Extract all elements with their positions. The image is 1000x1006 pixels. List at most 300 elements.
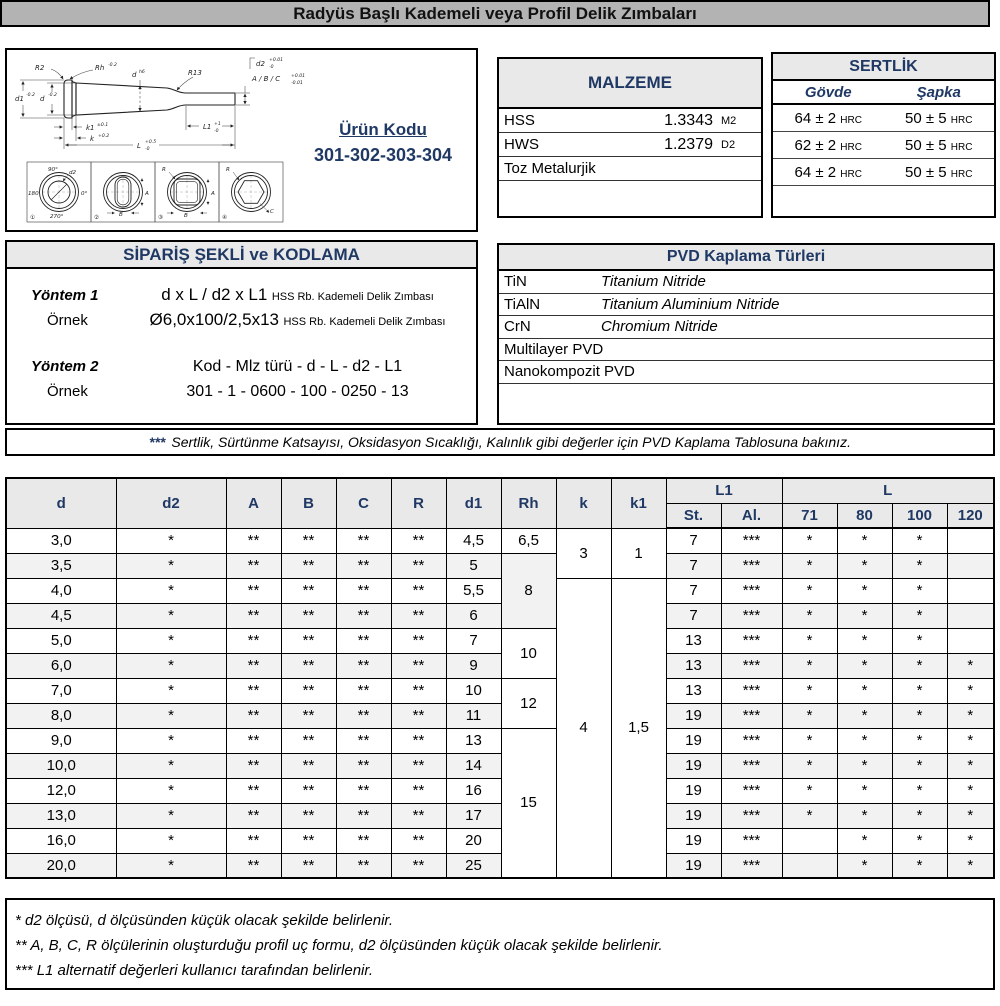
cell-d: 6,0: [6, 653, 116, 678]
cell-k: 4: [556, 578, 611, 878]
cell-d1: 13: [446, 728, 501, 753]
dim-tol-rh: -0.2: [108, 63, 117, 68]
col-header-d1: d1: [446, 478, 501, 528]
cell-d1: 20: [446, 828, 501, 853]
cell-l-71: [782, 853, 837, 878]
cell-r: **: [391, 753, 446, 778]
cell-l1-al: ***: [721, 578, 782, 603]
footnote-text: d2 ölçüsü, d ölçüsünden küçük olacak şekilde belirlenir.: [25, 912, 394, 929]
product-code-block: [297, 120, 469, 166]
cell-b: **: [281, 678, 336, 703]
cell-b: **: [281, 753, 336, 778]
method1-label: Yöntem 1: [31, 287, 99, 304]
cell-l1-st: 19: [666, 778, 721, 803]
hardness-col-body: Gövde: [804, 83, 852, 101]
section3-a: A: [211, 191, 215, 197]
cell-c: **: [336, 803, 391, 828]
cell-a: **: [226, 728, 281, 753]
cell-c: **: [336, 528, 391, 553]
dim-label-k1: k1: [86, 124, 95, 132]
section1-90: 90°: [48, 167, 58, 173]
dim-label-d1: d1: [15, 95, 24, 103]
coating-name: Titanium Aluminium Nitride: [601, 295, 780, 313]
cell-l1-al: ***: [721, 828, 782, 853]
col-header-80: 80: [837, 503, 892, 528]
cell-d2: *: [116, 778, 226, 803]
cell-l-71: *: [782, 603, 837, 628]
cell-a: **: [226, 803, 281, 828]
cell-d: 4,5: [6, 603, 116, 628]
cell-b: **: [281, 653, 336, 678]
cell-k1: 1: [611, 528, 666, 578]
table-row: [6, 853, 994, 878]
cell-l-80: *: [837, 853, 892, 878]
footnote-stars: **: [15, 937, 27, 954]
coating-name: Titanium Nitride: [601, 273, 706, 291]
cell-l-120: *: [947, 828, 994, 853]
col-header-a: A: [226, 478, 281, 528]
section1-0: 0°: [81, 191, 88, 197]
cell-l-80: *: [837, 828, 892, 853]
cell-l-100: *: [892, 653, 947, 678]
cell-l-71: *: [782, 703, 837, 728]
table-row: [499, 361, 993, 384]
cell-d1: 5: [446, 553, 501, 578]
method1-formula: d x L / d2 x L1: [161, 285, 268, 304]
hardness-unit: HRC: [950, 168, 973, 180]
hardness-unit: HRC: [950, 141, 973, 153]
cell-l1-al: ***: [721, 803, 782, 828]
table-row: [499, 294, 993, 317]
cell-a: **: [226, 828, 281, 853]
col-header-r: R: [391, 478, 446, 528]
example1-label: Örnek: [47, 312, 88, 329]
table-body: [6, 528, 994, 878]
cell-l1-st: 13: [666, 628, 721, 653]
cell-l1-st: 19: [666, 728, 721, 753]
cell-d1: 10: [446, 678, 501, 703]
cell-b: **: [281, 578, 336, 603]
col-header-100: 100: [892, 503, 947, 528]
cell-l1-al: ***: [721, 703, 782, 728]
footnote-stars: *: [15, 912, 21, 929]
cell-l-71: *: [782, 528, 837, 553]
cell-d: 12,0: [6, 778, 116, 803]
section4-c: C: [270, 209, 274, 215]
section1-180: 180: [28, 191, 39, 197]
pvd-coatings-table: [497, 243, 995, 425]
footnote-text: L1 alternatif değerleri kullanıcı tarafından belirlenir.: [36, 962, 373, 979]
cell-l1-al: ***: [721, 603, 782, 628]
cell-l-100: *: [892, 853, 947, 878]
cell-r: **: [391, 528, 446, 553]
section2-num: ②: [94, 215, 100, 221]
example2-label: Örnek: [47, 383, 88, 400]
dim-tol-l1-up: +1: [214, 122, 221, 127]
cell-l-80: *: [837, 778, 892, 803]
cell-l1-al: ***: [721, 778, 782, 803]
punch-outline: [64, 80, 235, 118]
material-name: HSS: [504, 112, 535, 129]
cell-l1-al: ***: [721, 528, 782, 553]
cell-k1: 1,5: [611, 578, 666, 878]
dim-tol-l-up: +0.5: [145, 140, 157, 145]
cell-l-100: *: [892, 753, 947, 778]
cell-l1-st: 19: [666, 853, 721, 878]
cell-r: **: [391, 828, 446, 853]
cell-b: **: [281, 803, 336, 828]
dimension-table-wrap: [5, 477, 995, 879]
cell-l1-st: 19: [666, 703, 721, 728]
cell-d: 20,0: [6, 853, 116, 878]
cell-l1-st: 7: [666, 578, 721, 603]
section1-d2: d2: [69, 170, 77, 176]
cell-a: **: [226, 553, 281, 578]
ordering-section: [5, 240, 478, 425]
table-row: [773, 132, 994, 159]
hardness-unit: HRC: [840, 168, 862, 180]
table-row: [6, 628, 994, 653]
cell-l-80: *: [837, 603, 892, 628]
cell-l-120: *: [947, 853, 994, 878]
footnote-stars: ***: [15, 962, 33, 979]
dimension-table: [5, 477, 995, 879]
cell-b: **: [281, 528, 336, 553]
hardness-value: 50 ± 5: [905, 109, 947, 127]
cell-c: **: [336, 628, 391, 653]
footnote: [15, 962, 985, 979]
cell-l-100: *: [892, 803, 947, 828]
material-grade: M2: [721, 114, 737, 127]
cell-l-120: *: [947, 678, 994, 703]
cell-l-100: *: [892, 828, 947, 853]
cell-d1: 5,5: [446, 578, 501, 603]
hardness-col-cap: Şapka: [916, 83, 961, 101]
method1-suffix: HSS Rb. Kademeli Delik Zımbası: [271, 291, 434, 303]
cell-d: 7,0: [6, 678, 116, 703]
cell-rh: 15: [501, 728, 556, 878]
cell-l1-st: 7: [666, 603, 721, 628]
hardness-unit: HRC: [840, 114, 862, 126]
note-stars: ***: [149, 434, 166, 450]
cell-l-120: *: [947, 778, 994, 803]
coating-code: Nanokompozit PVD: [504, 363, 635, 381]
cell-b: **: [281, 553, 336, 578]
col-header-al: Al.: [721, 503, 782, 528]
table-row: [499, 133, 761, 157]
cell-l-100: *: [892, 578, 947, 603]
dim-tol-k: +0.2: [98, 134, 110, 139]
technical-drawing-panel: [5, 48, 478, 232]
hardness-value: 64 ± 2: [794, 109, 837, 127]
cell-l-100: *: [892, 528, 947, 553]
footnote-text: A, B, C, R ölçülerinin oluşturduğu profil uç formu, d2 ölçüsünden küçük olacak şekilde belirlenir.: [30, 937, 663, 954]
material-name: HWS: [504, 136, 539, 153]
cell-a: **: [226, 528, 281, 553]
table-row: [6, 553, 994, 578]
material-name: Toz Metalurjik: [504, 160, 596, 177]
cell-a: **: [226, 578, 281, 603]
cell-l1-st: 7: [666, 528, 721, 553]
cell-l-120: *: [947, 653, 994, 678]
cell-b: **: [281, 603, 336, 628]
cell-c: **: [336, 728, 391, 753]
cell-d: 9,0: [6, 728, 116, 753]
cell-l-71: *: [782, 778, 837, 803]
cell-d2: *: [116, 603, 226, 628]
cell-l1-st: 13: [666, 678, 721, 703]
material-table-title: MALZEME: [499, 59, 761, 109]
cell-l-80: *: [837, 653, 892, 678]
cell-l1-al: ***: [721, 553, 782, 578]
dim-label-abc: A / B / C: [252, 75, 281, 83]
cell-l-120: [947, 603, 994, 628]
page-title: Radyüs Başlı Kademeli veya Profil Delik Zımbaları: [0, 0, 990, 27]
hardness-table-title: SERTLİK: [773, 54, 994, 81]
dim-tol-l1-dn: -0: [214, 129, 219, 134]
cell-d: 5,0: [6, 628, 116, 653]
cell-l-71: *: [782, 553, 837, 578]
cell-d2: *: [116, 853, 226, 878]
ordering-method2: [7, 358, 476, 376]
ordering-method1: [7, 285, 476, 305]
hardness-columns: [773, 81, 994, 105]
hardness-unit: HRC: [840, 141, 862, 153]
col-header-c: C: [336, 478, 391, 528]
cell-d2: *: [116, 528, 226, 553]
footnote: [15, 937, 985, 954]
section1-num: ①: [30, 215, 36, 221]
cell-l-100: *: [892, 703, 947, 728]
table-row: [499, 271, 993, 294]
hardness-value: 50 ± 5: [905, 163, 947, 181]
table-row: [499, 109, 761, 133]
cell-d2: *: [116, 553, 226, 578]
col-header-d: d: [6, 478, 116, 528]
cell-l-120: [947, 628, 994, 653]
cell-c: **: [336, 703, 391, 728]
cell-d1: 16: [446, 778, 501, 803]
dim-tol-abc-dn: -0.01: [291, 81, 303, 86]
col-header-b: B: [281, 478, 336, 528]
cell-c: **: [336, 553, 391, 578]
section4-r: R: [226, 167, 230, 173]
pvd-table-title: PVD Kaplama Türleri: [499, 245, 993, 271]
col-group-l: L: [782, 478, 994, 503]
pvd-note: [5, 428, 995, 456]
section4-num: ④: [222, 215, 228, 221]
cell-rh: 12: [501, 678, 556, 728]
section2-a: A: [145, 191, 149, 197]
cell-r: **: [391, 728, 446, 753]
table-row: [499, 316, 993, 339]
cell-c: **: [336, 828, 391, 853]
dim-tol-d2-up: +0.01: [269, 58, 284, 63]
cell-l-80: *: [837, 703, 892, 728]
cell-b: **: [281, 703, 336, 728]
cell-c: **: [336, 603, 391, 628]
dim-tol-abc-up: +0.01: [291, 74, 306, 79]
table-row: [6, 603, 994, 628]
cell-l-80: *: [837, 803, 892, 828]
footnotes-panel: [5, 898, 995, 990]
dim-label-rh: Rh: [95, 64, 105, 72]
ordering-example1: [7, 310, 476, 330]
example2-value: 301 - 1 - 0600 - 100 - 0250 - 13: [186, 383, 409, 400]
dim-tol-d-top: h6: [139, 70, 145, 75]
cell-b: **: [281, 778, 336, 803]
cell-r: **: [391, 553, 446, 578]
section1-270: 270°: [50, 214, 64, 220]
cell-l-100: *: [892, 628, 947, 653]
dim-tol-l-dn: -0: [145, 147, 150, 152]
dim-label-d2: d2: [256, 60, 265, 68]
cell-l-80: *: [837, 728, 892, 753]
cell-l-71: *: [782, 578, 837, 603]
cell-l-120: [947, 528, 994, 553]
footnote: [15, 912, 985, 929]
cell-l-71: *: [782, 728, 837, 753]
cell-a: **: [226, 703, 281, 728]
col-group-l1: L1: [666, 478, 782, 503]
cell-l-120: [947, 553, 994, 578]
cell-c: **: [336, 578, 391, 603]
section3-num: ③: [158, 215, 164, 221]
dim-label-k: k: [90, 135, 95, 143]
dim-label-r13: R13: [188, 69, 202, 77]
dim-tol-k1: ±0.1: [97, 123, 109, 128]
cell-d1: 6: [446, 603, 501, 628]
cell-d: 3,0: [6, 528, 116, 553]
cross-section-labels: [28, 167, 274, 221]
cell-d1: 17: [446, 803, 501, 828]
cell-l1-st: 19: [666, 753, 721, 778]
col-header-d2: d2: [116, 478, 226, 528]
cell-d2: *: [116, 828, 226, 853]
hardness-value: 64 ± 2: [794, 163, 837, 181]
cell-l1-st: 7: [666, 553, 721, 578]
table-row: [6, 828, 994, 853]
cell-l1-al: ***: [721, 853, 782, 878]
cell-l1-st: 19: [666, 828, 721, 853]
cell-l-120: *: [947, 753, 994, 778]
hardness-value: 50 ± 5: [905, 136, 947, 154]
table-header: [6, 478, 994, 528]
cell-l1-al: ***: [721, 628, 782, 653]
cell-d2: *: [116, 753, 226, 778]
cell-l-80: *: [837, 553, 892, 578]
cell-rh: 10: [501, 628, 556, 678]
cell-d: 13,0: [6, 803, 116, 828]
coating-name: Chromium Nitride: [601, 318, 718, 336]
cell-l-100: *: [892, 603, 947, 628]
hardness-value: 62 ± 2: [794, 136, 837, 154]
table-row: [6, 728, 994, 753]
cell-l1-st: 19: [666, 803, 721, 828]
cell-d1: 14: [446, 753, 501, 778]
cell-d: 8,0: [6, 703, 116, 728]
cell-l1-al: ***: [721, 653, 782, 678]
cell-l-100: *: [892, 553, 947, 578]
col-header-st: St.: [666, 503, 721, 528]
ordering-example2: [7, 383, 476, 401]
cell-b: **: [281, 628, 336, 653]
coating-code: TiN: [504, 273, 527, 291]
cell-l-71: *: [782, 753, 837, 778]
cell-d: 10,0: [6, 753, 116, 778]
hardness-unit: HRC: [950, 114, 973, 126]
cell-d2: *: [116, 578, 226, 603]
cell-l-80: *: [837, 528, 892, 553]
product-code-label: Ürün Kodu: [339, 120, 427, 139]
col-header-120: 120: [947, 503, 994, 528]
cell-r: **: [391, 853, 446, 878]
cell-l1-st: 13: [666, 653, 721, 678]
cell-c: **: [336, 653, 391, 678]
cell-r: **: [391, 778, 446, 803]
cell-r: **: [391, 653, 446, 678]
cell-l-120: *: [947, 803, 994, 828]
cell-d1: 25: [446, 853, 501, 878]
hardness-table: [771, 52, 996, 218]
col-header-k1: k1: [611, 478, 666, 528]
cell-l-80: *: [837, 678, 892, 703]
table-row: [773, 105, 994, 132]
cell-a: **: [226, 603, 281, 628]
dim-label-r2: R2: [35, 64, 45, 72]
table-row: [6, 703, 994, 728]
material-table: [497, 57, 763, 218]
cell-b: **: [281, 728, 336, 753]
table-row: [499, 157, 761, 181]
cell-b: **: [281, 828, 336, 853]
cell-l-100: *: [892, 728, 947, 753]
col-header-k: k: [556, 478, 611, 528]
cell-l-120: *: [947, 703, 994, 728]
example1-value: Ø6,0x100/2,5x13: [149, 310, 280, 329]
cell-c: **: [336, 753, 391, 778]
cell-d2: *: [116, 728, 226, 753]
method2-label: Yöntem 2: [31, 358, 99, 375]
dim-label-l1: L1: [203, 123, 212, 131]
table-row: [6, 778, 994, 803]
section3-b: B: [184, 213, 188, 219]
cell-c: **: [336, 678, 391, 703]
cell-d: 3,5: [6, 553, 116, 578]
table-row: [6, 578, 994, 603]
note-text: Sertlik, Sürtünme Katsayısı, Oksidasyon Sıcaklığı, Kalınlık gibi değerler için PVD Kaplama Tablosuna bakınız.: [171, 434, 851, 450]
cell-l-100: *: [892, 678, 947, 703]
cell-l-71: *: [782, 653, 837, 678]
section3-r: R: [162, 167, 166, 173]
dim-label-l: L: [137, 142, 141, 150]
cell-l-80: *: [837, 578, 892, 603]
cell-b: **: [281, 853, 336, 878]
cell-l-120: [947, 578, 994, 603]
cell-r: **: [391, 603, 446, 628]
cell-r: **: [391, 628, 446, 653]
cell-l-71: *: [782, 628, 837, 653]
dimension-lines: [20, 58, 255, 149]
cell-r: **: [391, 578, 446, 603]
cell-c: **: [336, 778, 391, 803]
cell-r: **: [391, 803, 446, 828]
cell-d: 4,0: [6, 578, 116, 603]
dim-tol-d2-dn: -0: [269, 65, 274, 70]
cell-a: **: [226, 653, 281, 678]
cell-r: **: [391, 678, 446, 703]
dim-label-d-side: d: [40, 95, 45, 103]
